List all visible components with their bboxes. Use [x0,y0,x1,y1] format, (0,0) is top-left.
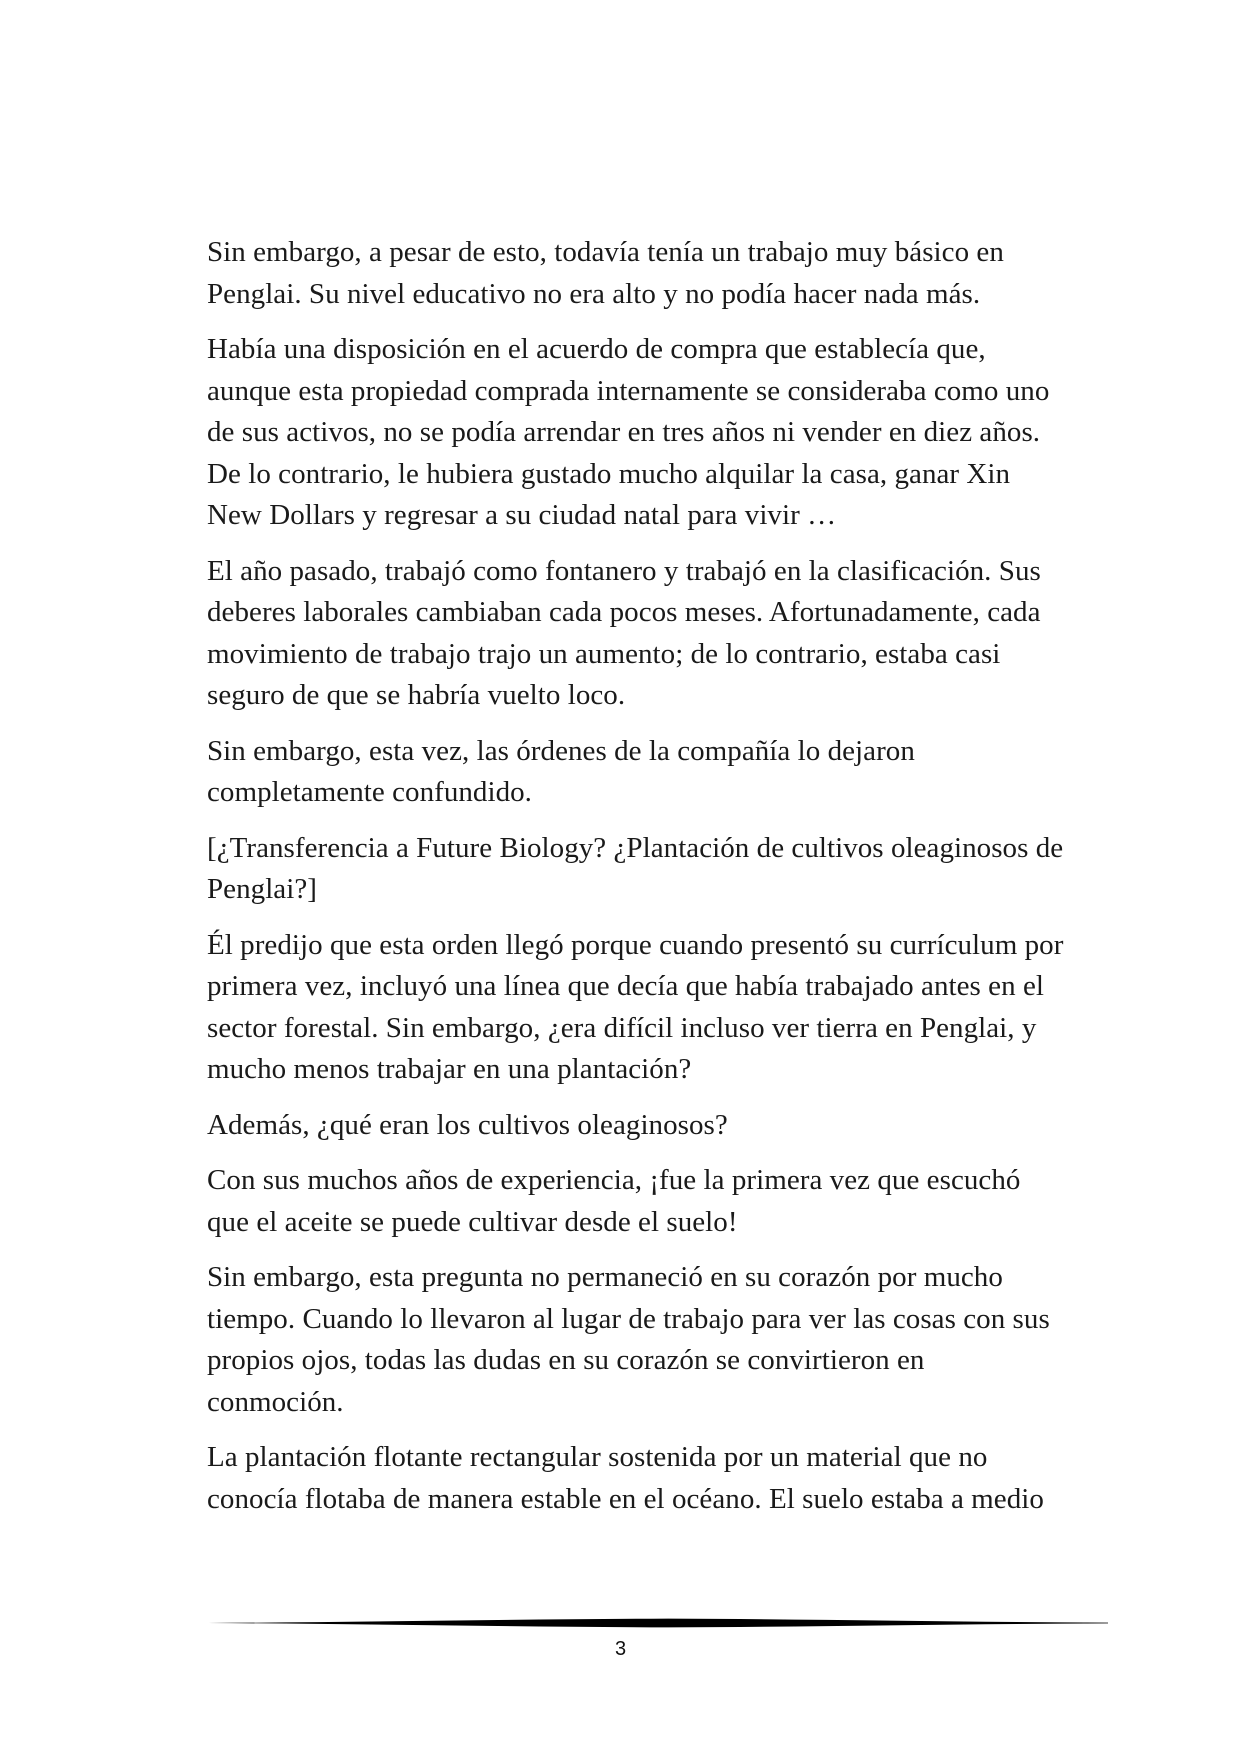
paragraph-1: Sin embargo, a pesar de esto, todavía tenía un trabajo muy básico en Penglai. Su nivel educativo no era alto y no podía hacer nada más. [207,236,1004,310]
paragraph-2: Había una disposición en el acuerdo de compra que establecía que, aunque esta propiedad comprada internamente se consideraba como uno de sus activos, no se podía arrendar en tres años ni vender en diez años. De lo contrario, le hubiera gustado mucho alquilar la casa, ganar Xin New Dollars y regresar a su ciudad natal para vivir … [207,333,1050,531]
paragraph-8: Con sus muchos años de experiencia, ¡fue la primera vez que escuchó que el aceite se puede cultivar desde el suelo! [207,1164,1021,1238]
paragraph-10: La plantación flotante rectangular sostenida por un material que no conocía flotaba de manera estable en el océano. El suelo estaba a medio [207,1441,1044,1515]
paragraph-7: Además, ¿qué eran los cultivos oleaginosos? [207,1108,728,1141]
page-body [207,232,1067,1534]
paragraph-6: Él predijo que esta orden llegó porque cuando presentó su currículum por primera vez, incluyó una línea que decía que había trabajado antes en el sector forestal. Sin embargo, ¿era difícil incluso ver tierra en Penglai, y mucho menos trabajar en una plantación? [207,928,1064,1085]
paragraph-9: Sin embargo, esta pregunta no permaneció en su corazón por mucho tiempo. Cuando lo llevaron al lugar de trabajo para ver las cosas con sus propios ojos, todas las dudas en su corazón se convirtieron en conmoción. [207,1261,1050,1418]
page-number: 3 [614,1638,627,1660]
footer-divider [208,1616,1108,1630]
paragraph-3: El año pasado, trabajó como fontanero y trabajó en la clasificación. Sus deberes laborales cambiaban cada pocos meses. Afortunadamente, cada movimiento de trabajo trajo un aumento; de lo contrario, estaba casi seguro de que se habría vuelto loco. [207,554,1041,711]
paragraph-5: [¿Transferencia a Future Biology? ¿Plantación de cultivos oleaginosos de Penglai?] [207,831,1064,905]
paragraph-4: Sin embargo, esta vez, las órdenes de la compañía lo dejaron completamente confundido. [207,734,915,808]
